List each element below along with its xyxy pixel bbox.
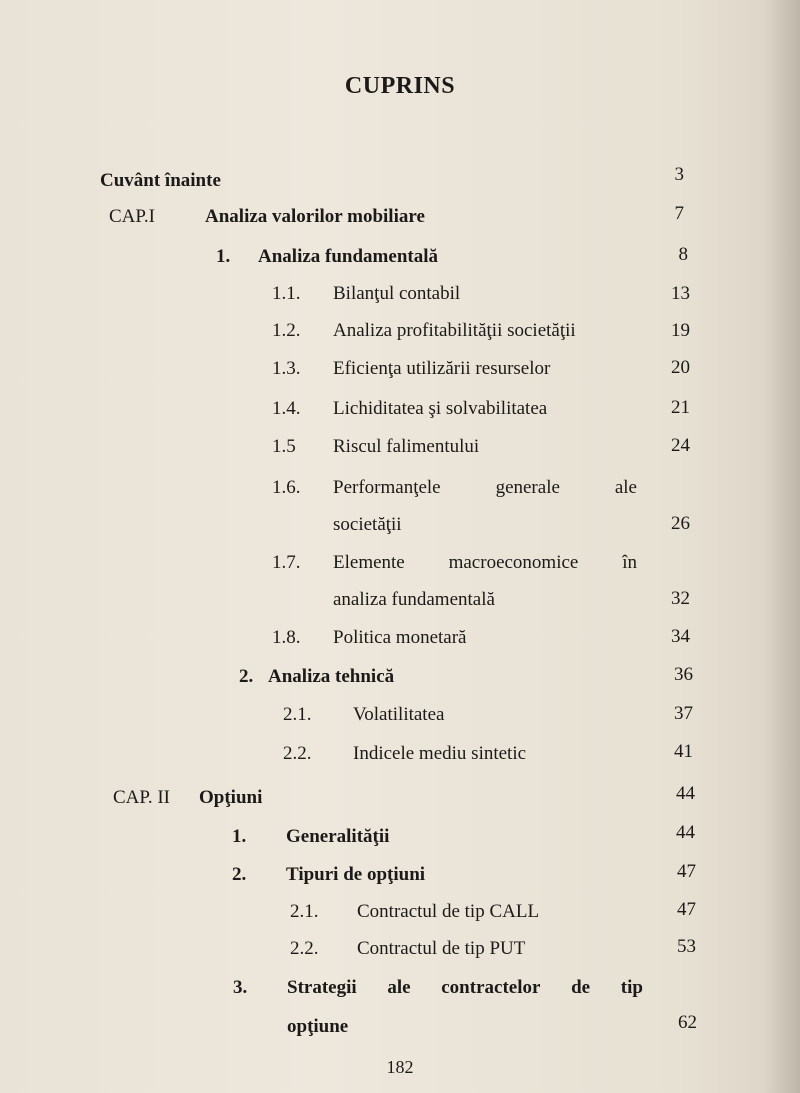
subsection-number: 1.7.	[272, 552, 301, 573]
subsection-page: 53	[677, 936, 696, 957]
subsection-title: Indicele mediu sintetic	[353, 743, 527, 764]
chapter-2-number: CAP. II	[113, 787, 171, 808]
page-number: 182	[386, 1057, 414, 1077]
section-2-3-page: 62	[678, 1012, 697, 1033]
title-word: Performanţele	[333, 477, 441, 498]
subsection-number: 2.1.	[290, 901, 319, 922]
subsection-title: Eficienţa utilizării resurselor	[333, 358, 551, 379]
subsection-number: 2.1.	[283, 704, 312, 725]
subsection-number: 2.2.	[290, 938, 319, 959]
section-2-2-title: Tipuri de opţiuni	[286, 864, 426, 885]
foreword-page: 3	[674, 164, 684, 185]
chapter-1-page: 7	[674, 203, 684, 224]
section-1-2-title: Analiza tehnică	[268, 666, 395, 687]
subsection-number: 1.5	[272, 436, 296, 457]
foreword-title: Cuvânt înainte	[100, 170, 221, 191]
section-1-1-page: 8	[678, 244, 688, 265]
subsection-page: 34	[671, 626, 690, 647]
section-1-2-number: 2.	[239, 666, 254, 687]
subsection-title: Volatilitatea	[353, 704, 445, 725]
subsection-page: 37	[674, 703, 693, 724]
title-word: ale	[614, 477, 637, 498]
chapter-1-number: CAP.I	[109, 206, 155, 227]
title-word: generale	[495, 477, 560, 498]
section-2-2-number: 2.	[232, 864, 247, 885]
page-edge-shadow	[764, 0, 800, 1093]
subsection-title: Contractul de tip PUT	[357, 938, 526, 959]
subsection-number: 1.1.	[272, 283, 301, 304]
chapter-1-title: Analiza valorilor mobiliare	[205, 206, 425, 227]
title-word: Strategii	[287, 977, 357, 998]
subsection-title-continued: analiza fundamentală	[333, 589, 495, 610]
subsection-number: 1.3.	[272, 358, 301, 379]
subsection-number: 2.2.	[283, 743, 312, 764]
title-word: în	[622, 552, 637, 573]
subsection-number: 1.4.	[272, 398, 301, 419]
subsection-title: Riscul falimentului	[333, 436, 480, 457]
title-word: contractelor	[441, 977, 541, 998]
subsection-page: 24	[671, 435, 690, 456]
subsection-page: 19	[671, 320, 690, 341]
subsection-number: 1.2.	[272, 320, 301, 341]
subsection-title: Lichiditatea şi solvabilitatea	[333, 398, 548, 419]
title-word: ale	[387, 977, 411, 998]
subsection-page: 20	[671, 357, 690, 378]
subsection-title-justified	[333, 477, 637, 499]
subsection-number: 1.6.	[272, 477, 301, 498]
subsection-page: 41	[674, 741, 693, 762]
title-word: de	[571, 977, 591, 998]
section-2-1-page: 44	[676, 822, 695, 843]
subsection-page: 32	[671, 588, 690, 609]
subsection-title: Politica monetară	[333, 627, 467, 648]
section-2-2-page: 47	[677, 861, 696, 882]
subsection-page: 26	[671, 513, 690, 534]
section-2-3-number: 3.	[233, 977, 248, 998]
subsection-page: 47	[677, 899, 696, 920]
chapter-2-page: 44	[676, 783, 695, 804]
section-1-1-number: 1.	[216, 246, 231, 267]
subsection-title: Contractul de tip CALL	[357, 901, 540, 922]
subsection-title-continued: societăţii	[333, 514, 402, 535]
subsection-page: 13	[671, 283, 690, 304]
section-1-2-page: 36	[674, 664, 693, 685]
section-1-1-title: Analiza fundamentală	[258, 246, 438, 267]
subsection-title: Bilanţul contabil	[333, 283, 461, 304]
title-word: macroeconomice	[448, 552, 579, 573]
title-word: Elemente	[333, 552, 405, 573]
page-title: CUPRINS	[344, 73, 456, 99]
subsection-title: Analiza profitabilităţii societăţii	[333, 320, 576, 341]
section-2-3-title-continued: opţiune	[287, 1016, 349, 1037]
title-word: tip	[620, 977, 643, 998]
subsection-title-justified	[333, 552, 637, 574]
subsection-number: 1.8.	[272, 627, 301, 648]
section-2-3-title-justified	[287, 977, 643, 999]
subsection-page: 21	[671, 397, 690, 418]
section-2-1-title: Generalităţii	[286, 826, 390, 847]
section-2-1-number: 1.	[232, 826, 247, 847]
chapter-2-title: Opţiuni	[199, 787, 263, 808]
